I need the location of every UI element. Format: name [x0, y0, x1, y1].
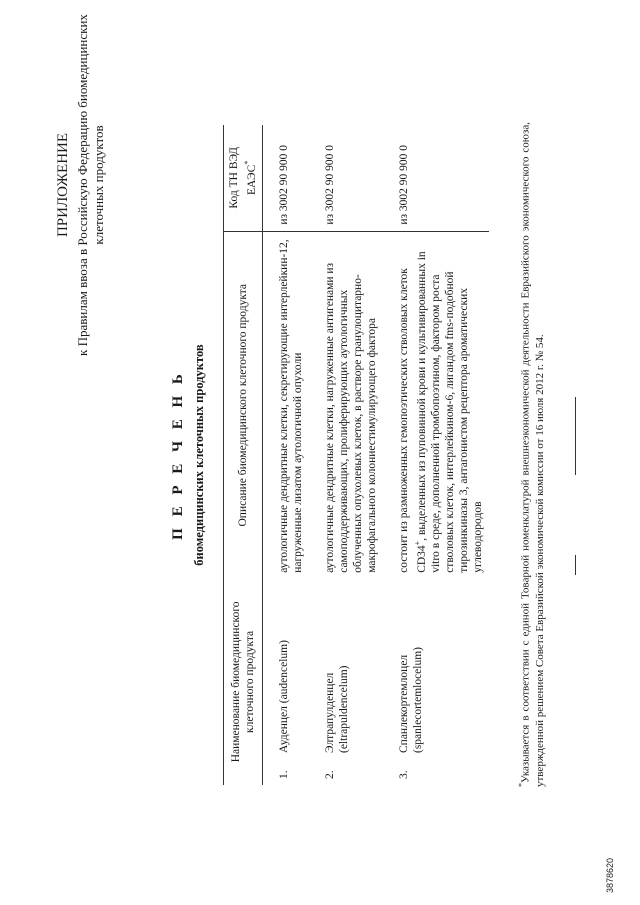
- document-title: П Е Р Е Ч Е Н Ь: [170, 370, 186, 540]
- row-number: 1.: [277, 770, 290, 779]
- product-description: аутологичные дендритные клетки, секретирующие интерлейкин-12, нагруженные лизатом аутологичной опухоли: [277, 239, 304, 573]
- table-row: [309, 125, 383, 785]
- product-description: [383, 231, 489, 579]
- header-code-mark: *: [243, 160, 252, 165]
- product-name: Спанлекортемлоцел (spanlecortemlocelum): [397, 646, 424, 753]
- document-stamp-number: 3878620: [605, 857, 615, 893]
- footnote-mark: *: [517, 783, 526, 787]
- product-code: из 3002 90 900 0: [309, 125, 383, 231]
- footnote-separator: [575, 555, 576, 575]
- row-name-cell: [262, 579, 309, 785]
- table-row: [383, 125, 489, 785]
- table-row: [262, 125, 309, 785]
- products-table: [223, 125, 489, 785]
- appendix-subtitle: к Правилам ввоза в Российскую Федерацию биомедицинских клеточных продуктов: [75, 14, 106, 356]
- product-description: аутологичные дендритные клетки, нагруженные антигенами из самоподдерживающих, пролиферирующих аутологичных облученных опухолевых клеток, в растворе гранулоцитарно-макрофагального колониестимулирующего фактора: [323, 262, 378, 573]
- product-name: Ауденцел (audencelum): [277, 640, 290, 753]
- footnote-text: Указывается в соответствии с единой Товарной номенклатурой внешнеэкономической деятельности Евразийского экономического союза, утвержденной решением Совета Евразийской экономической комиссии от 16 июля 2012 г. № 54.: [519, 122, 546, 787]
- row-number: 2.: [323, 770, 336, 779]
- description-part: , выделенных из пуповинной крови и культивированных in vitro в среде, дополненной тромбопоэтином, фактором роста стволовых клеток, интерлейкином-6, лигандом fms-подобной тирозинкиназы 3, антагонистом рецептора ароматических углеводородов: [415, 251, 484, 573]
- table-header-row: [224, 125, 263, 785]
- header-code-text: Код ТН ВЭД ЕАЭС: [228, 147, 258, 209]
- header-code: [224, 125, 263, 231]
- product-name: Элтрапулденцел (eltrapuldencelum): [323, 665, 350, 753]
- row-name-cell: [309, 579, 383, 785]
- separator-line: [575, 397, 576, 475]
- row-name-cell: [383, 579, 489, 785]
- description-part: состоит из размноженных гемопоэтических стволовых клеток CD34: [397, 268, 428, 573]
- header-description: Описание биомедицинского клеточного продукта: [224, 231, 263, 579]
- footnote: [515, 122, 547, 787]
- document-subtitle: биомедицинских клеточных продуктов: [192, 344, 206, 566]
- product-code: из 3002 90 900 0: [383, 125, 489, 231]
- product-code: из 3002 90 900 0: [262, 125, 309, 231]
- header-name: Наименование биомедицинского клеточного продукта: [224, 579, 263, 785]
- description-sup: +: [412, 540, 422, 546]
- row-number: 3.: [397, 770, 410, 779]
- appendix-title: ПРИЛОЖЕНИЕ: [55, 132, 71, 238]
